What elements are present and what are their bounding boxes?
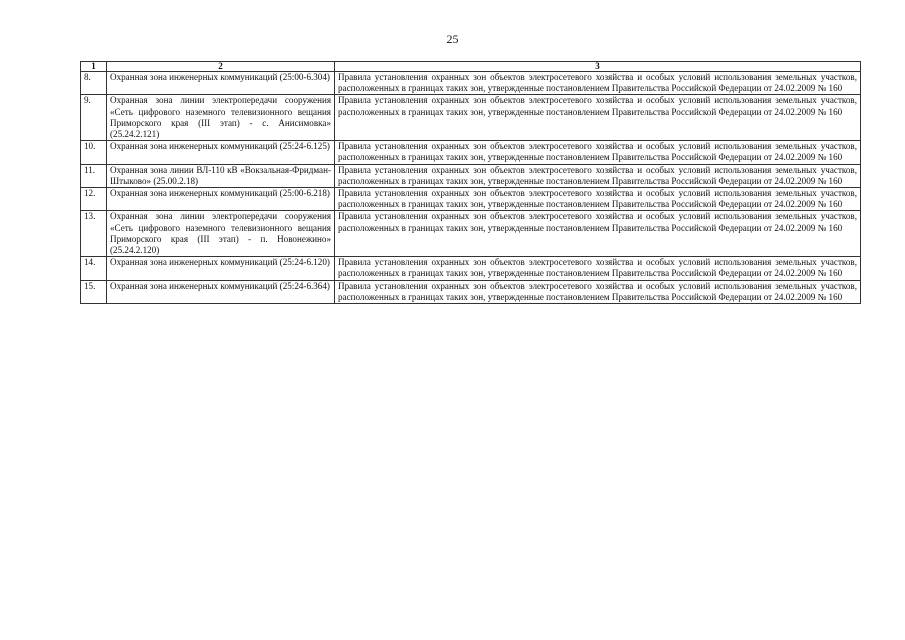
column-header-1: 1 xyxy=(81,62,107,72)
regulation-document: Правила установления охранных зон объектов электросетевого хозяйства и особых условий использования земельных участков, расположенных в границах таких зон, утвержденные постановлением Правительства Российской Федерации от 24.02.2009 № 160 xyxy=(335,95,861,141)
regulation-document: Правила установления охранных зон объектов электросетевого хозяйства и особых условий использования земельных участков, расположенных в границах таких зон, утвержденные постановлением Правительства Российской Федерации от 24.02.2009 № 160 xyxy=(335,257,861,280)
table-row xyxy=(81,211,861,257)
table-row xyxy=(81,280,861,303)
table-row xyxy=(81,257,861,280)
table-row xyxy=(81,72,861,95)
row-number: 12. xyxy=(81,188,107,211)
zone-name: Охранная зона инженерных коммуникаций (25:00-6.218) xyxy=(107,188,335,211)
column-header-3: 3 xyxy=(335,62,861,72)
zone-name: Охранная зона инженерных коммуникаций (25:24-6.125) xyxy=(107,141,335,164)
zones-table xyxy=(80,61,861,304)
row-number: 14. xyxy=(81,257,107,280)
zone-name: Охранная зона инженерных коммуникаций (25:00-6.304) xyxy=(107,72,335,95)
zone-name: Охранная зона инженерных коммуникаций (25:24-6.364) xyxy=(107,280,335,303)
page-number: 25 xyxy=(446,32,459,46)
row-number: 8. xyxy=(81,72,107,95)
row-number: 10. xyxy=(81,141,107,164)
zone-name: Охранная зона линии электропередачи сооружения «Сеть цифрового наземного телевизионного вещания Приморского края (III этап) - с. Анисимовка» (25.24.2.121) xyxy=(107,95,335,141)
regulation-document: Правила установления охранных зон объектов электросетевого хозяйства и особых условий использования земельных участков, расположенных в границах таких зон, утвержденные постановлением Правительства Российской Федерации от 24.02.2009 № 160 xyxy=(335,72,861,95)
zone-name: Охранная зона линии ВЛ-110 кВ «Вокзальная-Фридман-Штыково» (25.00.2.18) xyxy=(107,164,335,187)
table-row xyxy=(81,164,861,187)
zone-name: Охранная зона инженерных коммуникаций (25:24-6.120) xyxy=(107,257,335,280)
table-row xyxy=(81,95,861,141)
regulation-document: Правила установления охранных зон объектов электросетевого хозяйства и особых условий использования земельных участков, расположенных в границах таких зон, утвержденные постановлением Правительства Российской Федерации от 24.02.2009 № 160 xyxy=(335,164,861,187)
zone-name: Охранная зона линии электропередачи сооружения «Сеть цифрового наземного телевизионного вещания Приморского края (III этап) - п. Новонежино» (25.24.2.120) xyxy=(107,211,335,257)
table-header-row xyxy=(81,62,861,72)
column-header-2: 2 xyxy=(107,62,335,72)
table-row xyxy=(81,188,861,211)
regulation-document: Правила установления охранных зон объектов электросетевого хозяйства и особых условий использования земельных участков, расположенных в границах таких зон, утвержденные постановлением Правительства Российской Федерации от 24.02.2009 № 160 xyxy=(335,280,861,303)
regulation-document: Правила установления охранных зон объектов электросетевого хозяйства и особых условий использования земельных участков, расположенных в границах таких зон, утвержденные постановлением Правительства Российской Федерации от 24.02.2009 № 160 xyxy=(335,188,861,211)
row-number: 13. xyxy=(81,211,107,257)
row-number: 9. xyxy=(81,95,107,141)
table-row xyxy=(81,141,861,164)
row-number: 11. xyxy=(81,164,107,187)
regulation-document: Правила установления охранных зон объектов электросетевого хозяйства и особых условий использования земельных участков, расположенных в границах таких зон, утвержденные постановлением Правительства Российской Федерации от 24.02.2009 № 160 xyxy=(335,211,861,257)
row-number: 15. xyxy=(81,280,107,303)
regulation-document: Правила установления охранных зон объектов электросетевого хозяйства и особых условий использования земельных участков, расположенных в границах таких зон, утвержденные постановлением Правительства Российской Федерации от 24.02.2009 № 160 xyxy=(335,141,861,164)
